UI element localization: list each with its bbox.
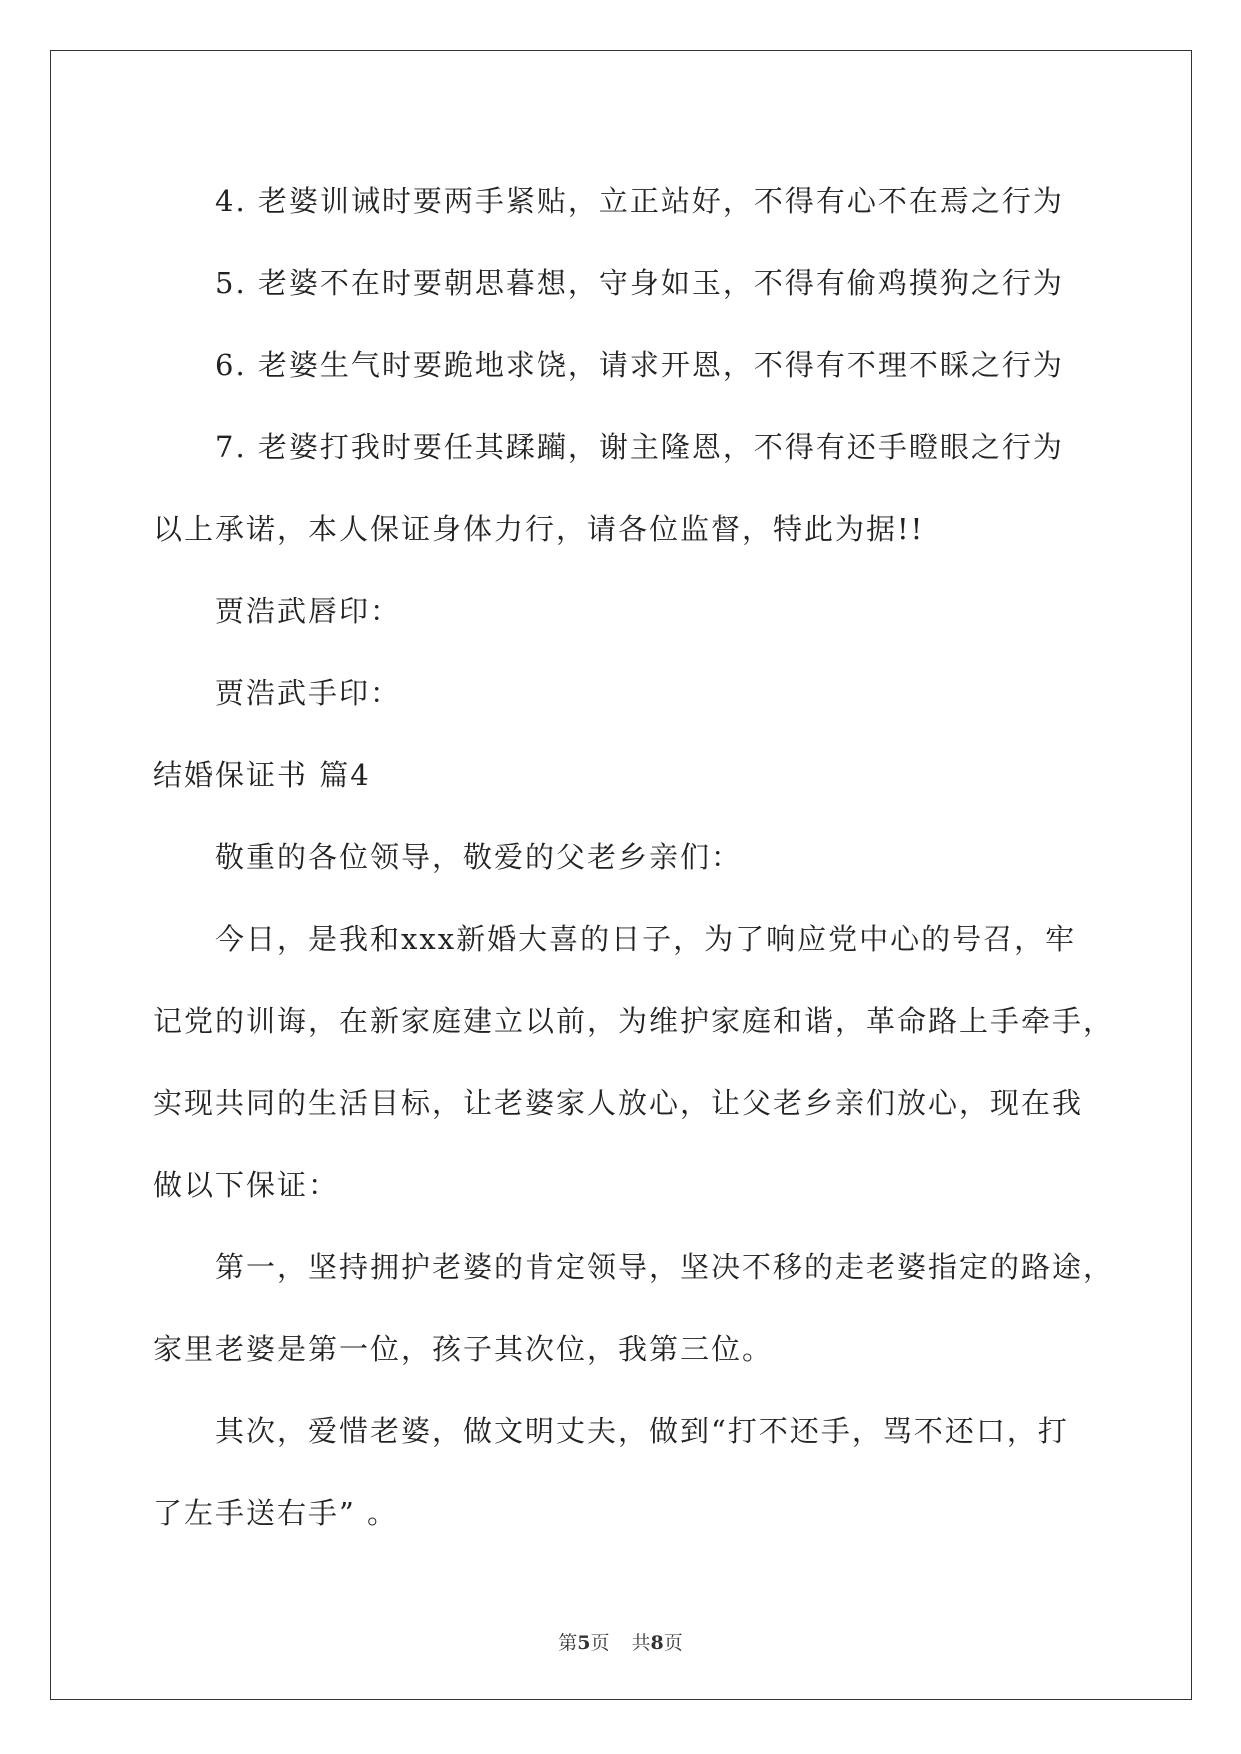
footer-total-pages: 8	[650, 1632, 664, 1654]
text-line: 了左手送右手” 。	[153, 1496, 399, 1530]
text-line: 5. 老婆不在时要朝思暮想，守身如玉，不得有偷鸡摸狗之行为	[215, 266, 1064, 300]
text-line: 以上承诺，本人保证身体力行，请各位监督，特此为据!!	[153, 512, 925, 546]
footer-page-number: 5	[577, 1632, 591, 1654]
footer-page-prefix: 第	[558, 1632, 578, 1654]
text-line: 今日，是我和xxx新婚大喜的日子，为了响应党中心的号召，牢	[215, 922, 1077, 956]
text-line: 家里老婆是第一位，孩子其次位，我第三位。	[153, 1332, 774, 1366]
text-line: 贾浩武唇印：	[215, 594, 402, 628]
text-line: 其次，爱惜老婆，做文明丈夫，做到“打不还手，骂不还口，打	[215, 1414, 1069, 1448]
footer-total-suffix: 页	[663, 1632, 683, 1654]
text-line: 贾浩武手印：	[215, 676, 402, 710]
text-line: 第一，坚持拥护老婆的肯定领导，坚决不移的走老婆指定的路途，	[215, 1250, 1115, 1284]
document-body	[153, 160, 1115, 1554]
text-line: 敬重的各位领导，敬爱的父老乡亲们：	[215, 840, 743, 874]
footer-total-prefix: 共	[631, 1632, 651, 1654]
text-line: 实现共同的生活目标，让老婆家人放心，让父老乡亲们放心，现在我	[153, 1086, 1084, 1120]
text-line: 6. 老婆生气时要跪地求饶，请求开恩，不得有不理不睬之行为	[215, 348, 1064, 382]
text-line: 记党的训诲，在新家庭建立以前，为维护家庭和谐，革命路上手牵手，	[153, 1004, 1115, 1038]
footer-page-suffix: 页	[590, 1632, 610, 1654]
text-line: 做以下保证：	[153, 1168, 340, 1202]
page-footer	[0, 1628, 1241, 1655]
text-line: 4. 老婆训诫时要两手紧贴，立正站好，不得有心不在焉之行为	[215, 184, 1064, 218]
text-line: 结婚保证书 篇4	[153, 758, 371, 792]
text-line: 7. 老婆打我时要任其蹂躏，谢主隆恩，不得有还手瞪眼之行为	[215, 430, 1064, 464]
